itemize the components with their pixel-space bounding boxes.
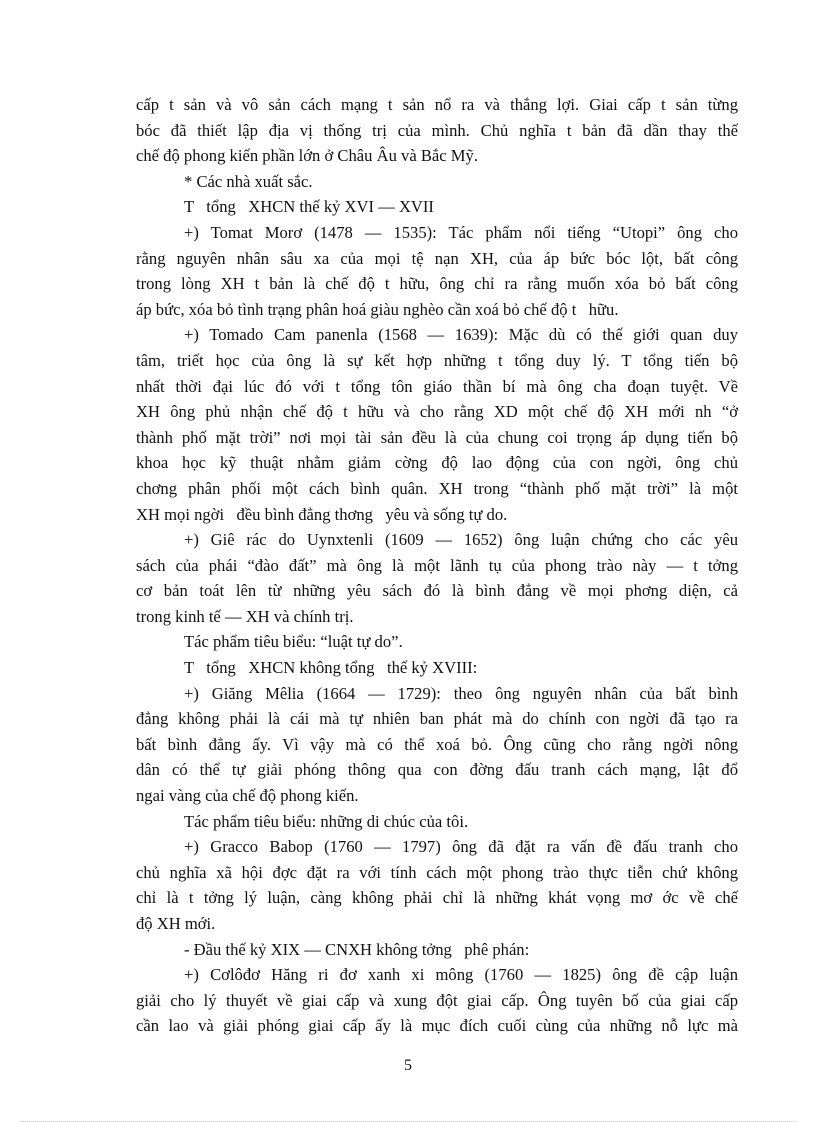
text-line: +) Tomat Morơ (1478 — 1535): Tác phẩm nổi tiếng “Utopi” ông cho <box>184 222 738 242</box>
text-line: +) Giăng Mêlia (1664 — 1729): theo ông nguyên nhân của bất bình <box>184 683 738 703</box>
section-heading: T tổng XHCN không tổng thế kỷ XVIII: <box>184 658 478 678</box>
text-line: +) Gracco Babop (1760 — 1797) ông đã đặt ra vấn đề đấu tranh cho <box>184 837 738 857</box>
text-line: độ XH mới. <box>136 914 216 933</box>
text-line: giải cho lý thuyết về giai cấp và xung đột giai cấp. Ông tuyên bố của giai cấp <box>136 990 738 1010</box>
text-line: Tác phẩm tiêu biểu: “luật tự do”. <box>184 632 403 652</box>
text-line: bóc đã thiết lập địa vị thống trị của mình. Chủ nghĩa t bản đã dần thay thế <box>136 120 738 140</box>
document-body <box>136 92 738 1039</box>
section-heading: T tổng XHCN thế kỷ XVI — XVII <box>184 197 434 217</box>
section-heading: - Đầu thế kỷ XIX — CNXH không tởng phê phán: <box>184 939 530 959</box>
text-line: rằng nguyên nhân sâu xa của mọi tệ nạn XH, của áp bức bóc lột, bất công <box>136 248 738 268</box>
text-line: chủ nghĩa xã hội đợc đặt ra với tính cách một phong trào thực tiễn chứ không <box>136 862 738 882</box>
page-number: 5 <box>404 1057 412 1074</box>
page-bottom-divider <box>20 1121 796 1122</box>
text-line: nhất thời đại lúc đó với t tổng tôn giáo thần bí mà ông cha đoạn tuyệt. Về <box>136 376 738 396</box>
text-line: tâm, triết học của ông là sự kết hợp những t tổng duy lý. T tổng tiến bộ <box>136 350 738 370</box>
text-line: +) Tomado Cam panenla (1568 — 1639): Mặc dù có thế giới quan duy <box>184 325 738 345</box>
text-line: cấp t sản và vô sản cách mạng t sản nổ ra và thắng lợi. Giai cấp t sản từng <box>136 95 738 114</box>
text-line: bất bình đẳng ấy. Vì vậy mà có thể xoá bỏ. Ông cũng cho rằng ngời nông <box>136 734 738 754</box>
text-line: đẳng không phải là cái mà tự nhiên ban phát mà do chính con ngời đã tạo ra <box>136 709 738 729</box>
text-line: cần lao và giải phóng giai cấp ấy là mục đích cuối cùng của những nỗ lực mà <box>136 1016 738 1036</box>
text-line: +) Giê rác do Uynxtenli (1609 — 1652) ông luận chứng cho các yêu <box>184 530 738 550</box>
text-line: áp bức, xóa bỏ tình trạng phân hoá giàu nghèo cần xoá bỏ chế độ t hữu. <box>136 299 619 319</box>
text-line: ngai vàng của chế độ phong kiến. <box>136 786 359 806</box>
text-line: chế độ phong kiến phần lớn ở Châu Âu và Bắc Mỹ. <box>136 146 478 166</box>
text-line: XH ông phủ nhận chế độ t hữu và cho rằng XD một chế độ XH mới nh “ở <box>136 402 738 422</box>
text-line: +) Cơlôđơ Hăng ri đơ xanh xi mông (1760 — 1825) ông đề cập luận <box>184 965 738 985</box>
section-heading: * Các nhà xuất sắc. <box>184 171 313 191</box>
text-line: trong kinh tế — XH và chính trị. <box>136 606 354 626</box>
text-line: trong lòng XH t bản là chế độ t hữu, ông chỉ ra rằng muốn xóa bỏ bất công <box>136 274 738 294</box>
text-line: khoa học kỹ thuật nhằm giảm cờng độ lao động của con ngời, ông chủ <box>136 453 738 473</box>
text-line: XH mọi ngời đều bình đẳng thơng yêu và sống tự do. <box>136 504 508 524</box>
text-line: cơ bản toát lên từ những yêu sách đó là bình đẳng về mọi phơng diện, cả <box>136 581 738 601</box>
text-line: sách của phái “đào đất” mà ông là một lãnh tụ của phong trào này — t tởng <box>136 555 738 575</box>
text-line: chơng phân phối một cách bình quân. XH trong “thành phố mặt trời” là một <box>136 478 738 498</box>
text-line: thành phố mặt trời” nơi mọi tài sản đều là của chung coi trọng áp dụng tiến bộ <box>136 427 738 447</box>
text-line: dân có thể tự giải phóng thông qua con đờng đấu tranh cách mạng, lật đổ <box>136 760 738 780</box>
text-line: chỉ là t tởng lý luận, càng không phải chỉ là những khát vọng mơ ớc về chế <box>136 888 738 908</box>
text-line: Tác phẩm tiêu biểu: những di chúc của tôi. <box>184 811 469 831</box>
